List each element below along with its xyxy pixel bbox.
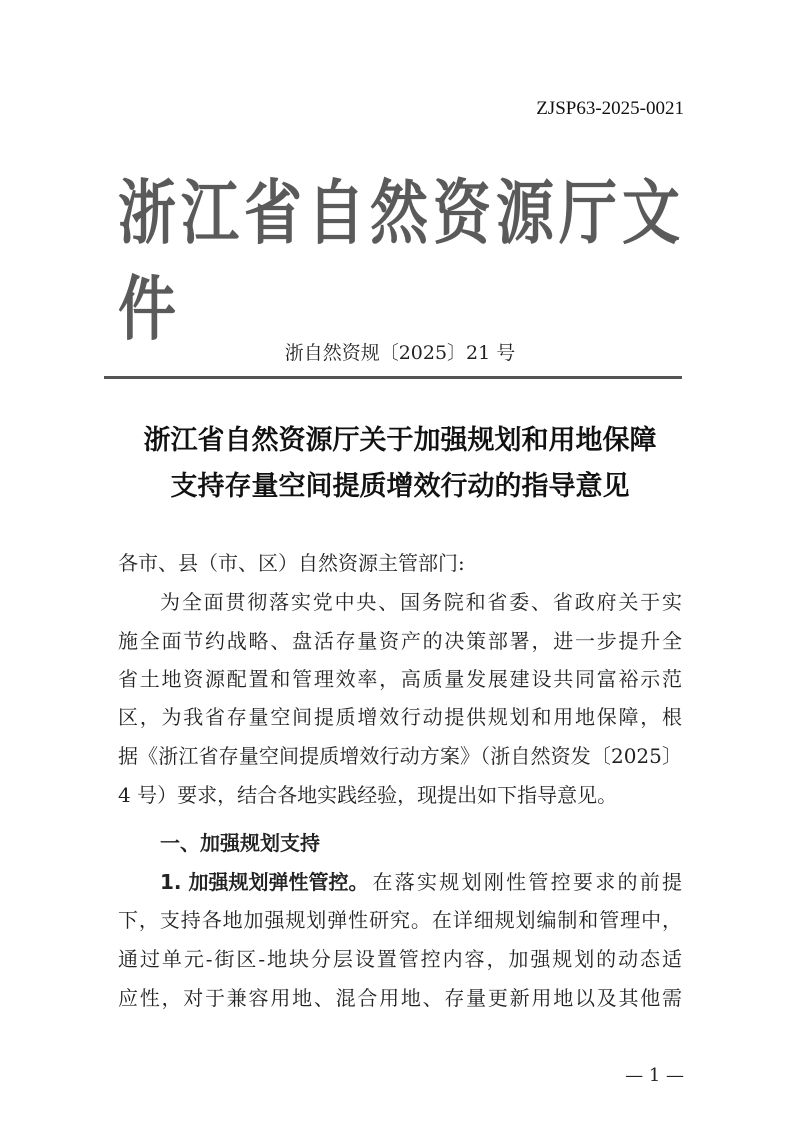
- paragraph-line: 施全面节约战略、盘活存量资产的决策部署，进一步提升全: [118, 629, 682, 653]
- page-number: — 1 —: [625, 1065, 684, 1086]
- document-title-line-2: 支持存量空间提质增效行动的指导意见: [170, 471, 630, 502]
- paragraph-line: 省土地资源配置和管理效率，高质量发展建设共同富裕示范: [118, 667, 682, 691]
- paragraph-line: 应性，对于兼容用地、混合用地、存量更新用地以及其他需: [118, 986, 682, 1010]
- document-id: ZJSP63-2025-0021: [536, 98, 684, 119]
- paragraph-line: 据《浙江省存量空间提质增效行动方案》（浙自然资发〔2025〕: [118, 744, 682, 768]
- document-title-line-1: 浙江省自然资源厅关于加强规划和用地保障: [143, 425, 657, 456]
- document-number: 浙自然资规〔2025〕21 号: [284, 342, 516, 364]
- section-heading: 一、加强规划支持: [160, 831, 320, 855]
- paragraph-line: 通过单元-街区-地块分层设置管控内容，加强规划的动态适: [118, 947, 682, 971]
- paragraph-line: 区，为我省存量空间提质增效行动提供规划和用地保障，根: [118, 705, 682, 729]
- item-1-text: 在落实规划刚性管控要求的前提: [372, 870, 682, 894]
- addressee: 各市、县（市、区）自然资源主管部门:: [118, 551, 465, 575]
- item-1-first-line: [160, 869, 682, 895]
- paragraph-line: 为全面贯彻落实党中央、国务院和省委、省政府关于实: [160, 590, 682, 614]
- item-1-heading: 1. 加强规划弹性管控。: [160, 870, 369, 894]
- paragraph-line: 4 号）要求，结合各地实践经验，现提出如下指导意见。: [118, 783, 618, 807]
- header-divider: [104, 376, 682, 379]
- paragraph-line: 下，支持各地加强规划弹性研究。在详细规划编制和管理中，: [118, 908, 682, 932]
- issuer-header: 浙江省自然资源厅文件: [118, 172, 680, 350]
